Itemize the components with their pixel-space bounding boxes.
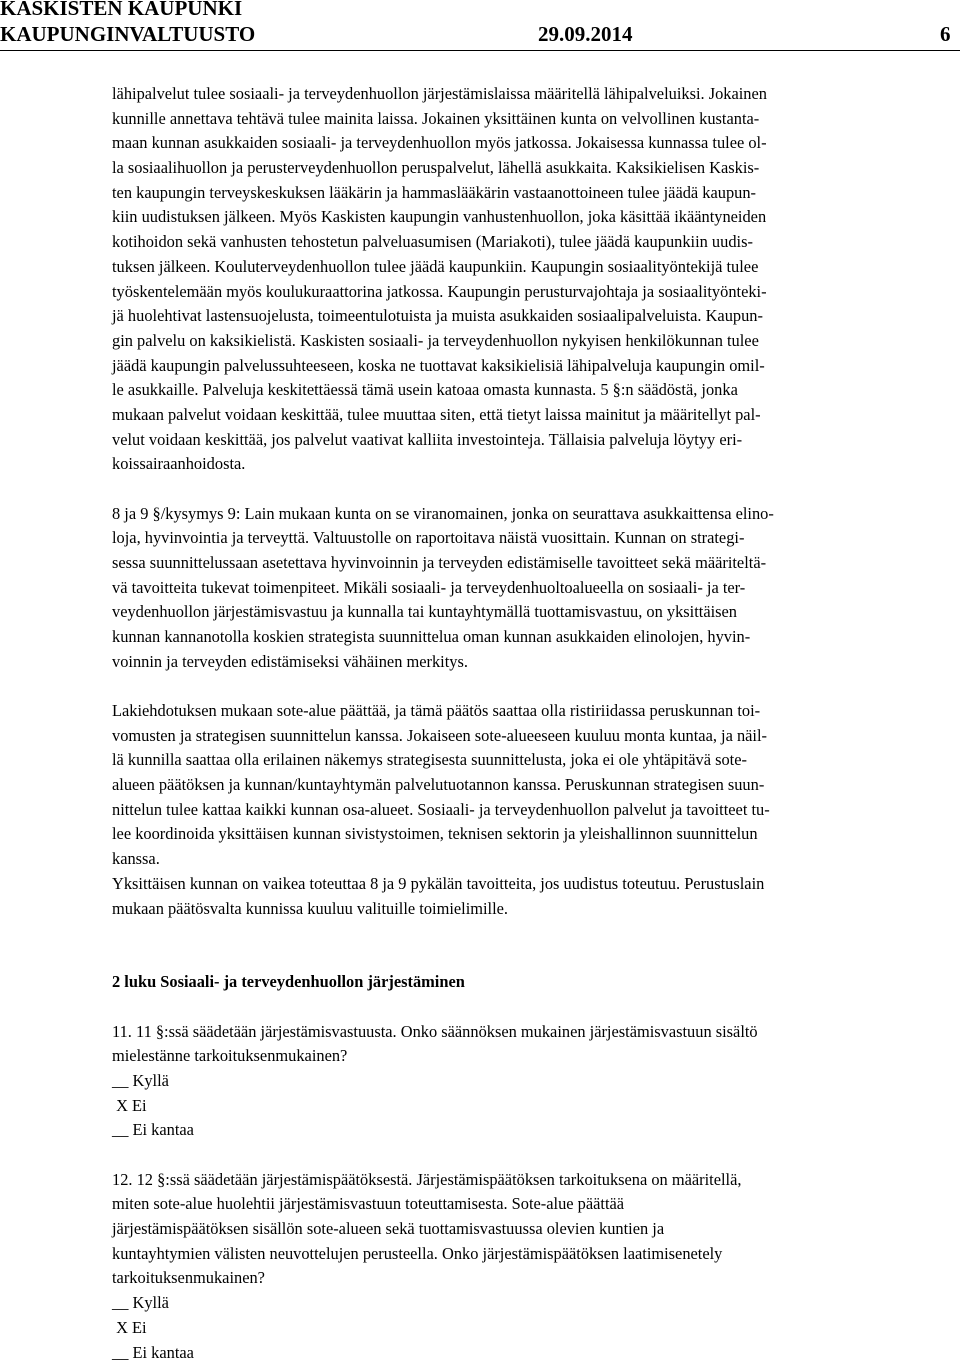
question-text-line: 12. 12 §:ssä säädetään järjestämispäätöksestä. Järjestämispäätöksen tarkoituksena on määritellä, [112,1168,948,1193]
text-line: lee koordinoida yksittäisen kunnan sivistystoimen, teknisen sektorin ja yleishallinnon suunnittelun [112,822,948,847]
section-heading: 2 luku Sosiaali- ja terveydenhuollon järjestäminen [112,970,948,995]
text-line: vomusten ja strategisen suunnittelun kanssa. Jokaiseen sote-alueeseen kuuluu monta kuntaa, ja näil- [112,724,948,749]
header-meta-row [0,24,960,46]
text-line: jä huolehtivat lastensuojelusta, toimeentulotuista ja muista asukkaiden sosiaalipalveluista. Kaupun- [112,304,948,329]
paragraph-question-9 [112,502,948,675]
text-line: ten kaupungin terveyskeskuksen lääkärin ja hammaslääkärin vastaanottoineen tulee jäädä kaupun- [112,181,948,206]
question-12 [112,1168,948,1365]
paragraph-gap [112,995,948,1020]
question-text-line: 11. 11 §:ssä säädetään järjestämisvastuusta. Onko säännöksen mukainen järjestämisvastuun sisältö [112,1020,948,1045]
text-line: maan kunnan asukkaiden sosiaali- ja terveydenhuollon myös jatkossa. Jokaisessa kunnassa tulee ol- [112,131,948,156]
page-number: 6 [940,24,951,45]
text-line: loja, hyvinvointia ja terveyttä. Valtuustolle on raportoitava näistä vuosittain. Kunnan on strategi- [112,526,948,551]
text-line: kotihoidon sekä vanhusten tehostetun palveluasumisen (Mariakoti), tulee jäädä kaupunkiin uudis- [112,230,948,255]
text-line: kunnan kannanotolla koskien strategista suunnittelua oman kunnan asukkaiden elinolojen, hyvin- [112,625,948,650]
document-body [112,82,948,1365]
question-text-line: järjestämispäätöksen sisällön sote-alueen sekä tuottamisvastuussa olevien kuntien ja [112,1217,948,1242]
answer-option-no-opinion: __ Ei kantaa [112,1341,948,1365]
question-text-line: miten sote-alue huolehtii järjestämisvastuun toteuttamisesta. Sote-alue päättää [112,1192,948,1217]
text-line: jäädä kaupungin palvelussuhteeseen, koska ne tuottavat kaksikielisiä lähipalveluja kaupungin omil- [112,354,948,379]
paragraph-sote-decision [112,699,948,921]
text-line: kunnille annettava tehtävä tulee mainita laissa. Jokainen yksittäinen kunta on velvollinen kustanta- [112,107,948,132]
text-line: mukaan palvelut voidaan keskittää, tulee muuttaa siten, että tietyt laissa mainitut ja määritellyt pal- [112,403,948,428]
text-line: mukaan päätösvalta kunnissa kuuluu valituille toimielimille. [112,897,948,922]
text-line: Lakiehdotuksen mukaan sote-alue päättää, ja tämä päätös saattaa olla ristiriidassa peruskunnan toi- [112,699,948,724]
text-line: voinnin ja terveyden edistämiseksi vähäinen merkitys. [112,650,948,675]
question-text-line: tarkoituksenmukainen? [112,1266,948,1291]
paragraph-gap [112,1143,948,1168]
text-line: vä tavoitteita tukevat toimenpiteet. Mikäli sosiaali- ja terveydenhuoltoalueella on sosiaali- ja ter- [112,576,948,601]
paragraph-gap [112,674,948,699]
text-line: Yksittäisen kunnan on vaikea toteuttaa 8 ja 9 pykälän tavoitteita, jos uudistus toteutuu. Perustuslain [112,872,948,897]
answer-option-no: X Ei [112,1316,948,1341]
header-divider [0,50,960,51]
answer-option-no: X Ei [112,1094,948,1119]
text-line: nittelun tulee kattaa kaikki kunnan osa-alueet. Sosiaali- ja terveydenhuollon palvelut ja tavoitteet tu- [112,798,948,823]
question-text-line: mielestänne tarkoituksenmukainen? [112,1044,948,1069]
text-line: lähipalvelut tulee sosiaali- ja terveydenhuollon järjestämislaissa määritellä lähipalveluiksi. Jokainen [112,82,948,107]
city-name: KASKISTEN KAUPUNKI [0,0,242,19]
text-line: gin palvelu on kaksikielistä. Kaskisten sosiaali- ja terveydenhuollon nykyisen henkilökunnan tulee [112,329,948,354]
question-text-line: kuntayhtymien välisten neuvottelujen perusteella. Onko järjestämispäätöksen laatimisenetely [112,1242,948,1267]
text-line: työskentelemään myös koulukuraattorina jatkossa. Kaupungin perusturvajohtaja ja sosiaalityönteki- [112,280,948,305]
text-line: kiin uudistuksen jälkeen. Myös Kaskisten kaupungin vanhustenhuollon, joka käsittää ikääntyneiden [112,205,948,230]
text-line: lä kunnilla saattaa olla erilainen näkemys strategisesta suunnittelusta, joka ei ole yhtäpitävä sote- [112,748,948,773]
text-line: koissairaanhoidosta. [112,452,948,477]
text-line: sessa suunnittelussaan asetettava hyvinvoinnin ja terveyden edistämiselle tavoitteet sekä määriteltä- [112,551,948,576]
text-line: tuksen jälkeen. Kouluterveydenhuollon tulee jäädä kaupunkiin. Kaupungin sosiaalityöntekijä tulee [112,255,948,280]
paragraph-gap [112,946,948,971]
text-line: veydenhuollon järjestämisvastuu ja kunnalla tai kuntayhtymällä tuottamisvastuu, on yksittäisen [112,600,948,625]
paragraph-local-services [112,82,948,477]
paragraph-gap [112,921,948,946]
meeting-date: 29.09.2014 [538,24,633,45]
answer-option-yes: __ Kyllä [112,1291,948,1316]
organ-name: KAUPUNGINVALTUUSTO [0,24,255,45]
answer-option-yes: __ Kyllä [112,1069,948,1094]
text-line: 8 ja 9 §/kysymys 9: Lain mukaan kunta on se viranomainen, jonka on seurattava asukkaittensa elino- [112,502,948,527]
paragraph-gap [112,477,948,502]
text-line: le asukkaille. Palveluja keskitettäessä tämä usein katoaa omasta kunnasta. 5 §:n säädöstä, jonka [112,378,948,403]
text-line: la sosiaalihuollon ja perusterveydenhuollon peruspalvelut, lähellä asukkaita. Kaksikielisen Kaskis- [112,156,948,181]
text-line: kanssa. [112,847,948,872]
question-11 [112,1020,948,1143]
answer-option-no-opinion: __ Ei kantaa [112,1118,948,1143]
text-line: alueen päätöksen ja kunnan/kuntayhtymän palvelutuotannon kanssa. Peruskunnan strategisen suun- [112,773,948,798]
text-line: velut voidaan keskittää, jos palvelut vaativat kalliita investointeja. Tällaisia palveluja löytyy eri- [112,428,948,453]
